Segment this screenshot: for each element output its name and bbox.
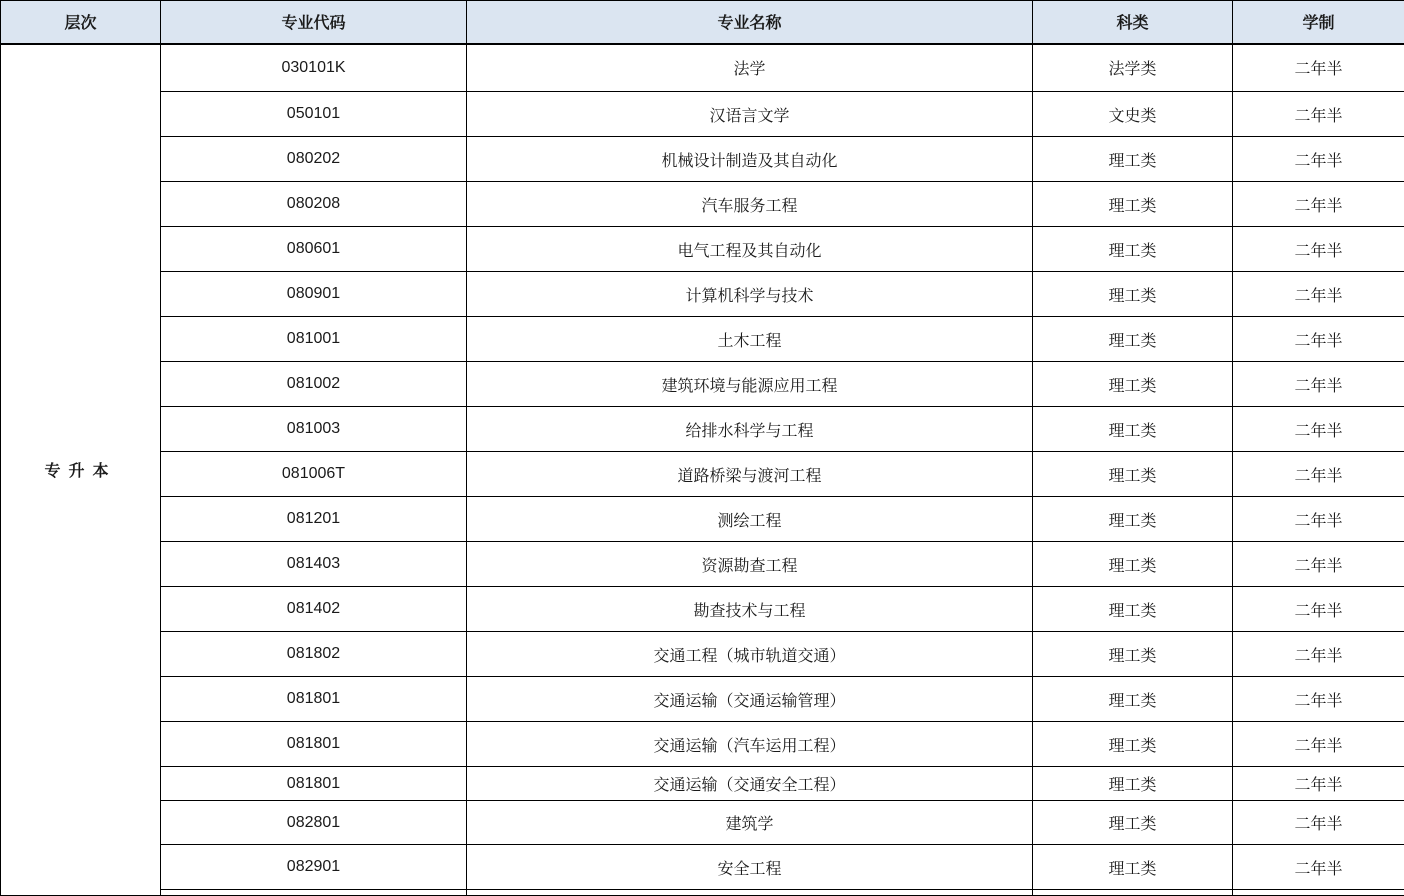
header-duration: 学制 <box>1233 1 1404 44</box>
cell-code: 081801 <box>161 677 467 722</box>
cell-code: 080901 <box>161 272 467 317</box>
cell-code: 082801 <box>161 801 467 845</box>
cell-code: 080601 <box>161 227 467 272</box>
table-body <box>1 44 1404 896</box>
cell-name: 交通运输（交通运输管理） <box>467 677 1033 722</box>
table-row <box>1 677 1404 722</box>
table-row <box>1 845 1404 890</box>
cell-category: 理工类 <box>1033 542 1233 587</box>
cell-category-empty <box>1033 890 1233 896</box>
table-row <box>1 452 1404 497</box>
cell-duration: 二年半 <box>1233 92 1404 137</box>
header-code: 专业代码 <box>161 1 467 44</box>
cell-code: 081402 <box>161 587 467 632</box>
cell-name: 资源勘查工程 <box>467 542 1033 587</box>
header-row <box>1 1 1404 44</box>
table-row <box>1 227 1404 272</box>
cell-category: 理工类 <box>1033 137 1233 182</box>
cell-code-empty <box>161 890 467 896</box>
cell-code: 081801 <box>161 722 467 767</box>
cell-name: 道路桥梁与渡河工程 <box>467 452 1033 497</box>
cell-code: 080208 <box>161 182 467 227</box>
cell-name: 给排水科学与工程 <box>467 407 1033 452</box>
cell-duration: 二年半 <box>1233 845 1404 890</box>
cell-category: 理工类 <box>1033 801 1233 845</box>
table-row <box>1 182 1404 227</box>
table-row <box>1 407 1404 452</box>
cell-duration: 二年半 <box>1233 362 1404 407</box>
cell-category: 理工类 <box>1033 362 1233 407</box>
cell-code: 082901 <box>161 845 467 890</box>
cell-duration: 二年半 <box>1233 407 1404 452</box>
table-row <box>1 801 1404 845</box>
cell-duration: 二年半 <box>1233 632 1404 677</box>
header-level: 层次 <box>1 1 161 44</box>
cell-code: 081403 <box>161 542 467 587</box>
cell-name: 建筑学 <box>467 801 1033 845</box>
table-row <box>1 542 1404 587</box>
cell-category: 理工类 <box>1033 272 1233 317</box>
cell-name: 法学 <box>467 44 1033 92</box>
cell-category: 理工类 <box>1033 317 1233 362</box>
cell-name: 计算机科学与技术 <box>467 272 1033 317</box>
cell-duration: 二年半 <box>1233 182 1404 227</box>
cell-category: 理工类 <box>1033 407 1233 452</box>
cell-duration: 二年半 <box>1233 542 1404 587</box>
table-row <box>1 137 1404 182</box>
cell-duration: 二年半 <box>1233 801 1404 845</box>
cell-category: 理工类 <box>1033 632 1233 677</box>
table-row <box>1 44 1404 92</box>
level-cell: 专升本 <box>1 44 161 896</box>
cell-name: 汽车服务工程 <box>467 182 1033 227</box>
cell-duration: 二年半 <box>1233 452 1404 497</box>
cell-duration: 二年半 <box>1233 227 1404 272</box>
cell-code: 050101 <box>161 92 467 137</box>
cell-code: 080202 <box>161 137 467 182</box>
cell-name: 汉语言文学 <box>467 92 1033 137</box>
cell-code: 030101K <box>161 44 467 92</box>
cell-name: 电气工程及其自动化 <box>467 227 1033 272</box>
table-row <box>1 722 1404 767</box>
cell-duration: 二年半 <box>1233 587 1404 632</box>
cell-name: 机械设计制造及其自动化 <box>467 137 1033 182</box>
cell-name: 交通工程（城市轨道交通） <box>467 632 1033 677</box>
table-row <box>1 317 1404 362</box>
cell-category: 理工类 <box>1033 182 1233 227</box>
cell-duration-empty <box>1233 890 1404 896</box>
cell-category: 法学类 <box>1033 44 1233 92</box>
cell-name: 土木工程 <box>467 317 1033 362</box>
table-row <box>1 272 1404 317</box>
cell-category: 理工类 <box>1033 587 1233 632</box>
table-row <box>1 587 1404 632</box>
cell-duration: 二年半 <box>1233 317 1404 362</box>
table-row <box>1 632 1404 677</box>
cell-code: 081006T <box>161 452 467 497</box>
table-row <box>1 362 1404 407</box>
cell-code: 081002 <box>161 362 467 407</box>
cell-code: 081003 <box>161 407 467 452</box>
table-row-partial <box>1 890 1404 896</box>
table-row <box>1 92 1404 137</box>
cell-category: 理工类 <box>1033 452 1233 497</box>
cell-duration: 二年半 <box>1233 272 1404 317</box>
cell-name: 建筑环境与能源应用工程 <box>467 362 1033 407</box>
cell-code: 081001 <box>161 317 467 362</box>
cell-name-empty <box>467 890 1033 896</box>
cell-name: 交通运输（交通安全工程） <box>467 767 1033 801</box>
cell-code: 081801 <box>161 767 467 801</box>
cell-category: 理工类 <box>1033 677 1233 722</box>
cell-category: 理工类 <box>1033 767 1233 801</box>
cell-category: 理工类 <box>1033 722 1233 767</box>
cell-duration: 二年半 <box>1233 722 1404 767</box>
table-row <box>1 767 1404 801</box>
cell-name: 交通运输（汽车运用工程） <box>467 722 1033 767</box>
cell-duration: 二年半 <box>1233 44 1404 92</box>
cell-duration: 二年半 <box>1233 767 1404 801</box>
cell-category: 理工类 <box>1033 845 1233 890</box>
cell-category: 理工类 <box>1033 227 1233 272</box>
cell-code: 081201 <box>161 497 467 542</box>
cell-name: 勘查技术与工程 <box>467 587 1033 632</box>
table-row <box>1 497 1404 542</box>
cell-name: 测绘工程 <box>467 497 1033 542</box>
cell-name: 安全工程 <box>467 845 1033 890</box>
header-category: 科类 <box>1033 1 1233 44</box>
cell-duration: 二年半 <box>1233 497 1404 542</box>
cell-category: 文史类 <box>1033 92 1233 137</box>
cell-code: 081802 <box>161 632 467 677</box>
cell-duration: 二年半 <box>1233 137 1404 182</box>
header-name: 专业名称 <box>467 1 1033 44</box>
cell-category: 理工类 <box>1033 497 1233 542</box>
cell-duration: 二年半 <box>1233 677 1404 722</box>
